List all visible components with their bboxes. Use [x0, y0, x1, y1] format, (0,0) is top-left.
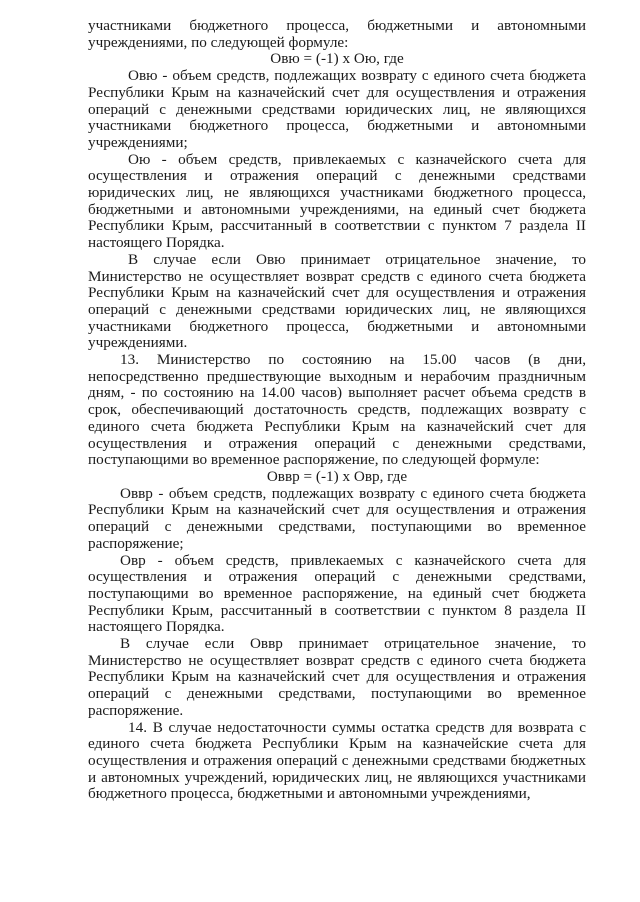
definition-ovyu: Овю - объем средств, подлежащих возврату с единого счета бюджета Республики Крым на казначейский счет для осуществления и отражения операций с денежными средствами юридических лиц, не являющихся участниками бюджетного процесса, бюджетными и автономными учреждениями;: [88, 67, 586, 151]
definition-ovr: Овр - объем средств, привлекаемых с казначейского счета для осуществления и отражения операций с денежными средствами, поступающими во временное распоряжение, на единый счет бюджета Республики Крым, рассчитанный в соответствии с пунктом 8 раздела II настоящего Порядка.: [88, 551, 586, 636]
paragraph-item-13: 13. Министерство по состоянию на 15.00 часов (в дни, непосредственно предшествующие выходным и нерабочим праздничным дням, - по состоянию на 14.00 часов) выполняет расчет объема средств в срок, обеспечивающий достаточность средств, подлежащих возврату с единого счета бюджета Республики Крым на казначейский счет для осуществления и отражения операций с денежными средствами, поступающими во временное распоряжение, по следующей формуле:: [88, 351, 586, 469]
formula-ovvr: Оввр = (-1) x Овр, где: [266, 467, 408, 485]
paragraph-continuation: участниками бюджетного процесса, бюджетными и автономными учреждениями, по следующей формуле:: [88, 17, 586, 51]
paragraph-item-14: 14. В случае недостаточности суммы остатка средств для возврата с единого счета бюджета Республики Крым на казначейские счета для осуществления и отражения операций с денежными средствами бюджетных и автономных учреждений, юридических лиц, не являющихся участниками бюджетного процесса, бюджетными и автономными учреждениями,: [88, 718, 586, 803]
document-page: [88, 18, 586, 803]
definition-ovvr: Оввр - объем средств, подлежащих возврату с единого счета бюджета Республики Крым на казначейский счет для осуществления и отражения операций с денежными средствами, поступающими во временное распоряжение;: [88, 484, 586, 552]
paragraph-negative-ovyu: В случае если Овю принимает отрицательное значение, то Министерство не осуществляет возврат средств с единого счета бюджета Республики Крым на казначейский счет для осуществления и отражения операций с денежными средствами юридических лиц, не являющихся участниками бюджетного процесса, бюджетными и автономными учреждениями.: [88, 250, 586, 352]
formula-ovyu: Овю = (-1) x Ою, где: [270, 50, 404, 68]
definition-oyu: Ою - объем средств, привлекаемых с казначейского счета для осуществления и отражения операций с денежными средствами юридических лиц, не являющихся участниками бюджетного процесса, бюджетными и автономными учреждениями, на единый счет бюджета Республики Крым, рассчитанный в соответствии с пунктом 7 раздела II настоящего Порядка.: [88, 150, 586, 252]
paragraph-negative-ovvr: В случае если Оввр принимает отрицательное значение, то Министерство не осуществляет возврат средств с единого счета бюджета Республики Крым на казначейский счет для осуществления и отражения операций с денежными средствами, поступающими во временное распоряжение.: [88, 635, 586, 719]
